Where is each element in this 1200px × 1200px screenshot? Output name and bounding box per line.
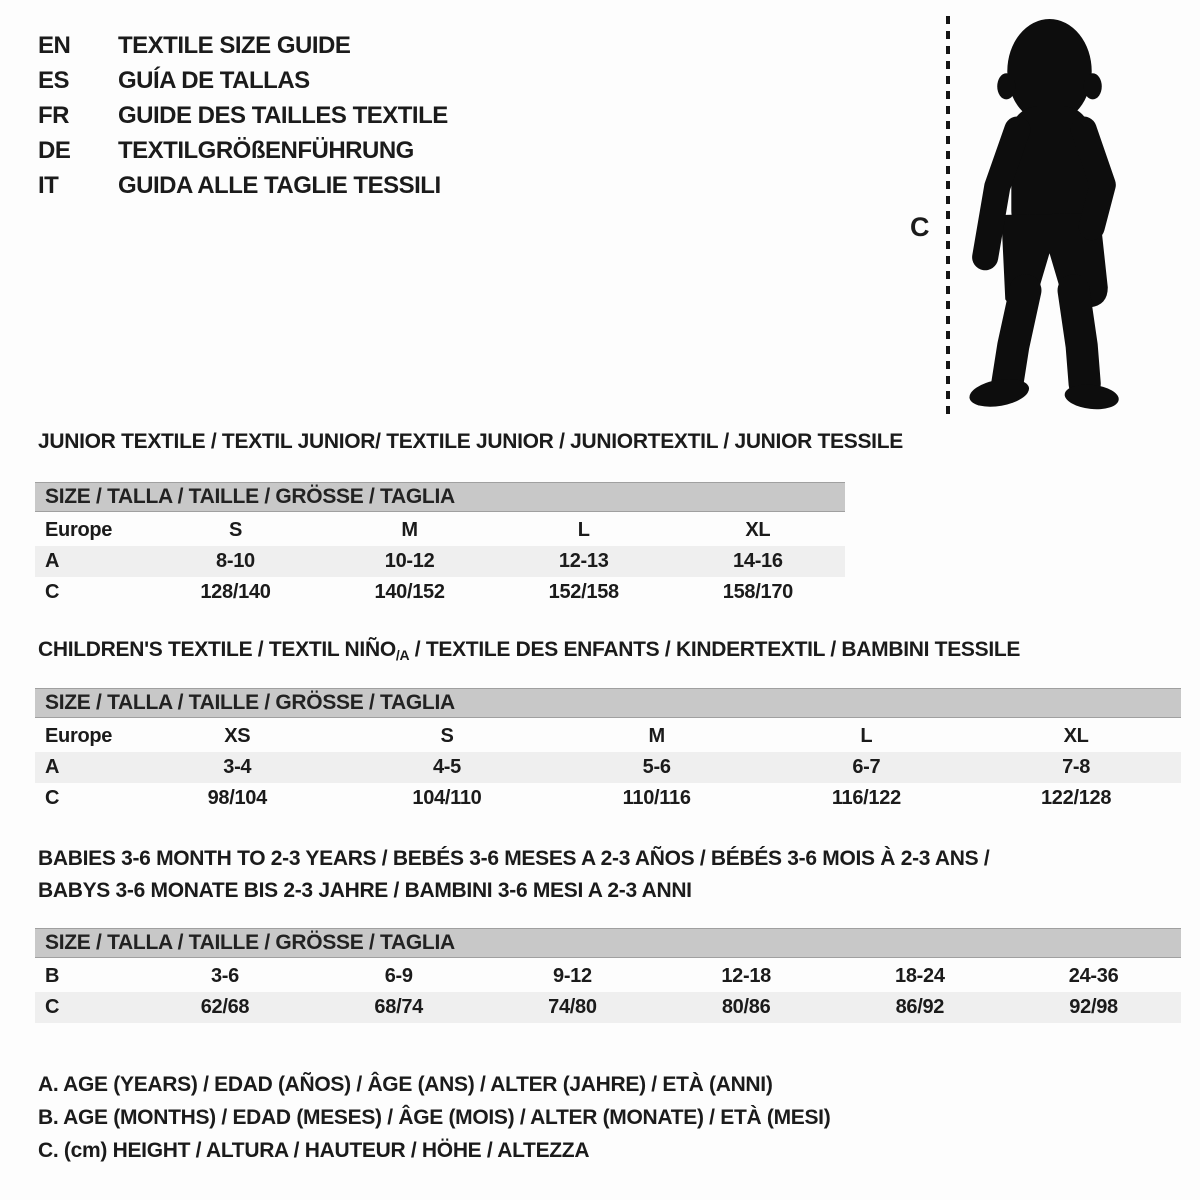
- height-cell: 68/74: [374, 996, 423, 1018]
- language-code: DE: [38, 137, 71, 164]
- size-header-bar: SIZE / TALLA / TAILLE / GRÖSSE / TAGLIA: [35, 928, 1181, 958]
- height-cell: 62/68: [200, 996, 250, 1018]
- size-cell: XL: [745, 519, 771, 541]
- age-cell: 5-6: [642, 756, 671, 778]
- age-cell: 7-8: [1062, 756, 1091, 778]
- table-row-europe: [35, 721, 1181, 752]
- guide-title-fr: GUIDE DES TAILLES TEXTILE: [118, 102, 448, 129]
- language-title-list: [38, 28, 448, 203]
- size-cell: S: [228, 519, 242, 541]
- legend-height-cm: C. (cm) HEIGHT / ALTURA / HAUTEUR / HÖHE / ALTEZZA: [38, 1139, 590, 1162]
- language-code: IT: [38, 172, 59, 199]
- size-header-bar: SIZE / TALLA / TAILLE / GRÖSSE / TAGLIA: [35, 482, 845, 512]
- table-row-height: [35, 783, 1181, 814]
- age-cell: 6-9: [384, 965, 413, 987]
- height-cell: 92/98: [1069, 996, 1118, 1018]
- height-cell: 158/170: [722, 581, 793, 603]
- junior-textile-title: JUNIOR TEXTILE / TEXTIL JUNIOR/ TEXTILE JUNIOR / JUNIORTEXTIL / JUNIOR TESSILE: [38, 430, 903, 453]
- children-textile-title: [38, 638, 1020, 663]
- table-row-age-months: [35, 961, 1181, 992]
- age-cell: 3-4: [223, 756, 252, 778]
- height-cell: 80/86: [721, 996, 771, 1018]
- babies-textile-title: [38, 843, 989, 907]
- junior-textile-table: [35, 482, 845, 608]
- size-cell: XL: [1063, 725, 1089, 747]
- children-title-suffix: / TEXTILE DES ENFANTS / KINDERTEXTIL / BAMBINI TESSILE: [409, 638, 1021, 661]
- height-cell: 122/128: [1040, 787, 1112, 809]
- language-row: [38, 133, 448, 168]
- children-title-prefix: CHILDREN'S TEXTILE / TEXTIL NIÑO: [38, 638, 396, 661]
- language-code: FR: [38, 102, 69, 129]
- size-header-bar: SIZE / TALLA / TAILLE / GRÖSSE / TAGLIA: [35, 688, 1181, 718]
- table-row-age: [35, 752, 1181, 783]
- age-cell: 12-18: [721, 965, 771, 987]
- row-label: Europe: [45, 725, 113, 747]
- age-cell: 3-6: [210, 965, 239, 987]
- size-cell: XS: [224, 725, 251, 747]
- row-label: A: [45, 756, 60, 778]
- table-row-europe: [35, 515, 845, 546]
- age-cell: 4-5: [432, 756, 461, 778]
- language-code: ES: [38, 67, 70, 94]
- size-cell: L: [860, 725, 873, 747]
- babies-title-line2: BABYS 3-6 MONATE BIS 2-3 JAHRE / BAMBINI 3-6 MESI A 2-3 ANNI: [38, 879, 692, 902]
- row-label: C: [45, 787, 60, 809]
- height-cell: 128/140: [200, 581, 271, 603]
- language-row: [38, 63, 448, 98]
- height-cell: 110/116: [622, 787, 691, 809]
- measurement-legend: [38, 1068, 830, 1167]
- height-cell: 98/104: [207, 787, 267, 809]
- toddler-silhouette-icon: [960, 14, 1138, 416]
- age-cell: 12-13: [558, 550, 609, 572]
- table-row-height: [35, 577, 845, 608]
- language-row: [38, 98, 448, 133]
- height-cell: 116/122: [831, 787, 901, 809]
- table-row-height: [35, 992, 1181, 1023]
- row-label: B: [45, 965, 60, 987]
- age-cell: 9-12: [553, 965, 592, 987]
- language-row: [38, 168, 448, 203]
- babies-title-line1: BABIES 3-6 MONTH TO 2-3 YEARS / BEBÉS 3-6 MESES A 2-3 AÑOS / BÉBÉS 3-6 MOIS À 2-3 ANS /: [38, 847, 990, 870]
- age-cell: 10-12: [384, 550, 435, 572]
- age-cell: 18-24: [895, 965, 945, 987]
- row-label: C: [45, 581, 60, 603]
- age-cell: 24-36: [1068, 965, 1119, 987]
- height-cell: 104/110: [412, 787, 482, 809]
- legend-age-years: A. AGE (YEARS) / EDAD (AÑOS) / ÂGE (ANS) / ALTER (JAHRE) / ETÀ (ANNI): [38, 1073, 773, 1096]
- size-cell: M: [648, 725, 665, 747]
- row-label: C: [45, 996, 60, 1018]
- height-measure-dashed-line: [946, 16, 950, 416]
- size-cell: M: [401, 519, 418, 541]
- age-cell: 8-10: [216, 550, 255, 572]
- size-cell: L: [577, 519, 590, 541]
- height-cell: 140/152: [374, 581, 445, 603]
- row-label: Europe: [45, 519, 113, 541]
- row-label: A: [45, 550, 60, 572]
- size-cell: S: [440, 725, 454, 747]
- children-title-sub: /A: [395, 647, 410, 663]
- babies-textile-table: [35, 928, 1181, 1023]
- guide-title-it: GUIDA ALLE TAGLIE TESSILI: [118, 172, 441, 199]
- language-row: [38, 28, 448, 63]
- guide-title-en: TEXTILE SIZE GUIDE: [118, 32, 351, 59]
- guide-title-de: TEXTILGRÖßENFÜHRUNG: [118, 137, 414, 164]
- legend-age-months: B. AGE (MONTHS) / EDAD (MESES) / ÂGE (MOIS) / ALTER (MONATE) / ETÀ (MESI): [38, 1106, 831, 1129]
- height-cell: 86/92: [895, 996, 945, 1018]
- age-cell: 14-16: [733, 550, 783, 572]
- height-cell: 152/158: [548, 581, 619, 603]
- height-cell: 74/80: [548, 996, 597, 1018]
- height-measure-label: C: [910, 212, 930, 242]
- age-cell: 6-7: [852, 756, 881, 778]
- guide-title-es: GUÍA DE TALLAS: [118, 67, 310, 94]
- table-row-age: [35, 546, 845, 577]
- children-textile-table: [35, 688, 1181, 814]
- language-code: EN: [38, 32, 71, 59]
